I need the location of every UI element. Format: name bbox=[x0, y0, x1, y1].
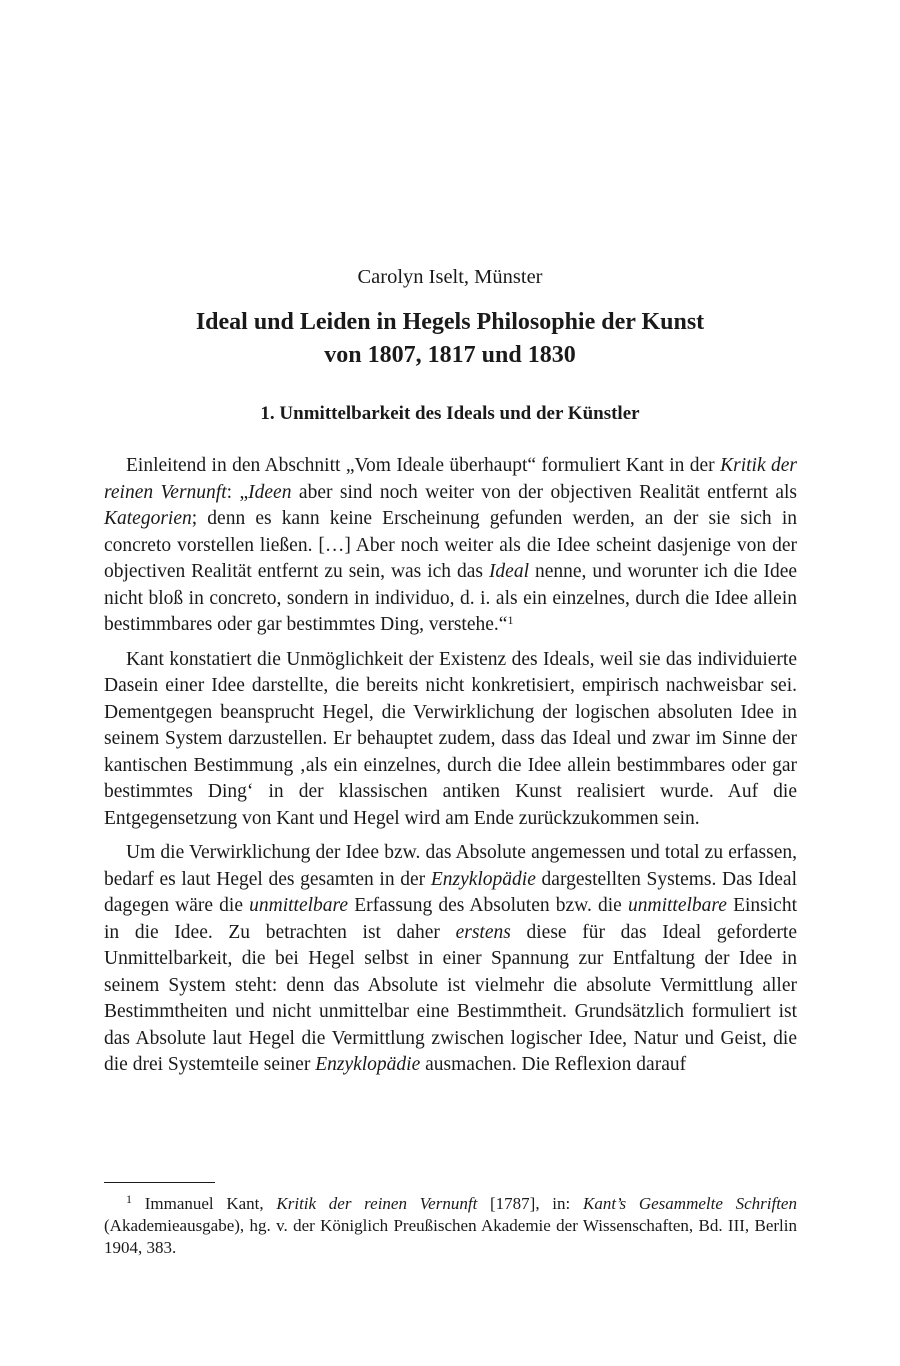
italic-text: unmittelbare bbox=[627, 895, 727, 916]
italic-text: unmittelbare bbox=[249, 895, 349, 916]
section-heading: 1. Unmittelbarkeit des Ideals und der Künstler bbox=[260, 403, 640, 424]
footnote bbox=[104, 1193, 797, 1259]
text-run: diese für das Ideal geforderte Unmittelbarkeit, die bei Hegel selbst in einer Spannung zur Entfaltung der Idee in seinem System steht: denn das Absolute ist vielmehr die absolute Vermittlung aller Bestimmtheiten und nicht unmittelbar eine Bestimmtheit. Grundsätzlich formuliert ist das Absolute laut Hegel die Vermittlung zwischen logischer Idee, Natur und Geist, die die drei Systemteile seiner bbox=[104, 921, 797, 1075]
text-run: dargestellten Systems. Das Ideal dagegen wäre die bbox=[104, 868, 797, 916]
title-line-2: von 1807, 1817 und 1830 bbox=[324, 342, 576, 368]
paragraph bbox=[104, 453, 797, 639]
text-run: Erfassung des Absoluten bzw. die bbox=[348, 895, 628, 916]
text-run: Um die Verwirklichung der Idee bzw. das Absolute angemessen und total zu erfassen, bedarf es laut Hegel des gesamten in der bbox=[104, 842, 797, 890]
italic-text: erstens bbox=[455, 921, 511, 943]
paragraph bbox=[104, 647, 797, 833]
footnote-marker: 1 bbox=[507, 613, 514, 627]
article-title bbox=[0, 306, 900, 372]
body-text bbox=[104, 453, 797, 1087]
footnote-marker: 1 bbox=[126, 1192, 132, 1206]
text-run: ausmachen. Die Reflexion darauf bbox=[420, 1054, 687, 1075]
text-run: Kant konstatiert die Unmöglichkeit der Existenz des Ideals, weil sie das individuierte Dasein einer Idee darstellte, die bereits nicht konkretisiert, empirisch nachweisbar sei. Dementgegen beansprucht Hegel, die Verwirklichung der logischen absoluten Idee in seinem System darzustellen. Er behauptet zudem, dass das Ideal und zwar im Sinne der kantischen Bestimmung ‚als ein einzelnes, durch die Idee allein bestimmbares oder gar bestimmtes Ding‘ in der klassischen antiken Kunst realisiert wurde. Auf die Entgegensetzung von Kant und Hegel wird am Ende zurückzukommen sein. bbox=[104, 648, 797, 829]
text-run: ; denn es kann keine Erscheinung gefunden werden, an der sie sich in concreto vorstellen ließen. […] Aber noch weiter als die Idee scheint dasjenige von der objectiven Realität entfernt zu sein, was ich das bbox=[104, 508, 797, 582]
text-run: Immanuel Kant, bbox=[132, 1194, 277, 1213]
italic-text: Ideal bbox=[488, 561, 530, 582]
paragraph bbox=[104, 840, 797, 1079]
italic-text: Enzyklopädie bbox=[315, 1054, 421, 1075]
footnote-separator bbox=[104, 1182, 215, 1183]
text-run: nenne, und worunter ich die Idee nicht bloß in concreto, sondern in individuo, d. i. als ein einzelnes, durch die Idee allein bestimmbares oder gar bestimmtes Ding, verstehe.“ bbox=[104, 561, 797, 635]
text-run: Einsicht in die Idee. Zu betrachten ist daher bbox=[104, 895, 797, 943]
text-run: aber sind noch weiter von der objectiven Realität entfernt als bbox=[291, 481, 797, 503]
italic-text: Ideen bbox=[248, 481, 292, 503]
author-line: Carolyn Iselt, Münster bbox=[357, 266, 543, 288]
title-line-1: Ideal und Leiden in Hegels Philosophie der Kunst bbox=[195, 309, 705, 335]
italic-text: Kritik der reinen Vernunft bbox=[276, 1194, 478, 1213]
text-run: : „ bbox=[226, 481, 249, 503]
italic-text: Enzyklopädie bbox=[430, 868, 536, 890]
text-run: (Akademieausgabe), hg. v. der Königlich Preußischen Akademie der Wissenschaften, Bd. III, Berlin 1904, 383. bbox=[104, 1216, 797, 1257]
italic-text: Kritik der reinen Vernunft bbox=[104, 455, 797, 503]
text-run: Einleitend in den Abschnitt „Vom Ideale überhaupt“ formuliert Kant in der bbox=[126, 455, 721, 476]
text-run: [1787], in: bbox=[477, 1194, 583, 1213]
italic-text: Kant’s Gesammelte Schriften bbox=[582, 1194, 797, 1213]
italic-text: Kategorien bbox=[104, 508, 192, 529]
